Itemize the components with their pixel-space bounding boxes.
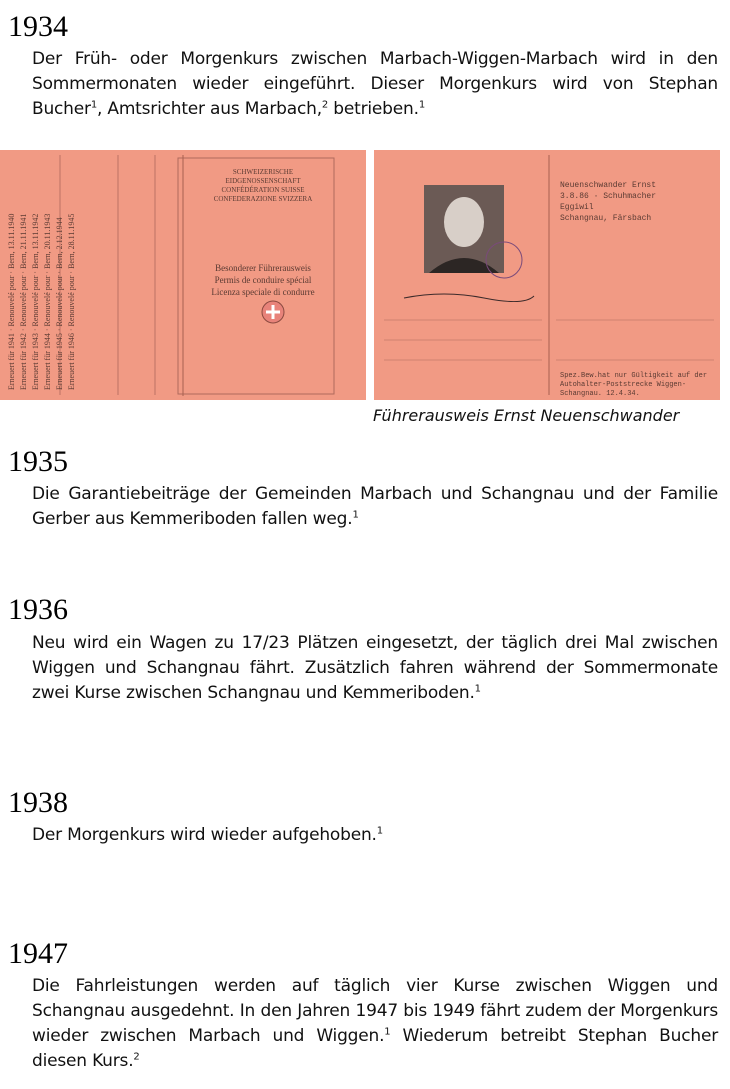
year-heading-1936: 1936 [8,593,68,626]
section-text-1935: Die Garantiebeiträge der Gemeinden Marbach und Schangnau und der Familie Gerber aus Kemmeriboden fallen weg.$^1$ [32,484,718,529]
license-left-stamps: Erneuert für 1941 · Renouvelé pour · Bern, 13.11.1940 Erneuert für 1942 · Renouvelé pour · Bern, 21.11.1941 Erneuert für 1943 · Renouvelé pour · Bern, 13.11.1942 Erneuert für 1944 · Renouvelé pour · Bern, 20.11.1943 Erneuert für 1945 · Renouvelé pour · Bern, 2.12.1944 Erneuert für 1946 · Renouvelé pour · Bern, 28.11.1945 [7,213,76,390]
license-photo-right [374,150,720,400]
license-photo-left [0,150,366,400]
year-heading-1947: 1947 [8,937,68,970]
section-text-1934: Der Früh- oder Morgenkurs zwischen Marbach-Wiggen-Marbach wird in den Sommermonaten wieder eingeführt. Dieser Morgenkurs wird von Stephan Bucher$^1$, Amtsrichter aus Marbach,$^2$ betrieben.$^1$ [32,49,718,119]
year-heading-1935: 1935 [8,445,68,478]
license-left-title: Besonderer Führerausweis Permis de conduire spécial Licenza speciale di condurre [211,263,315,297]
license-right-note: Spez.Bew.hat nur Gültigkeit auf der Autohalter-Poststrecke Wiggen-Schangnau. 12.4.34. [560,372,708,398]
license-right-fields: Neuenschwander Ernst 3.8.86 · Schuhmacher Eggiwil Schangnau, Färsbach [560,181,657,223]
license-left-header: SCHWEIZERISCHE EIDGENOSSENSCHAFT CONFÉDÉRATION SUISSE CONFEDERAZIONE SVIZZERA [213,168,313,203]
section-text-1938: Der Morgenkurs wird wieder aufgehoben.$^1$ [32,825,383,845]
year-heading-1938: 1938 [8,786,68,819]
figure-caption: Führerausweis Ernst Neuenschwander [373,406,680,425]
year-heading-1934: 1934 [8,10,68,43]
section-text-1936: Neu wird ein Wagen zu 17/23 Plätzen eingesetzt, der täglich drei Mal zwischen Wiggen und Schangnau fährt. Zusätzlich fahren während der Sommermonate zwei Kurse zwischen Schangnau und Kemmeriboden.$^1$ [32,633,718,703]
section-text-1947: Die Fahrleistungen werden auf täglich vier Kurse zwischen Wiggen und Schangnau ausgedehnt. In den Jahren 1947 bis 1949 fährt zudem der Morgenkurs wieder zwischen Marbach und Wiggen.$^1$ Wiederum betreibt Stephan Bucher diesen Kurs.$^2$ [32,976,718,1071]
